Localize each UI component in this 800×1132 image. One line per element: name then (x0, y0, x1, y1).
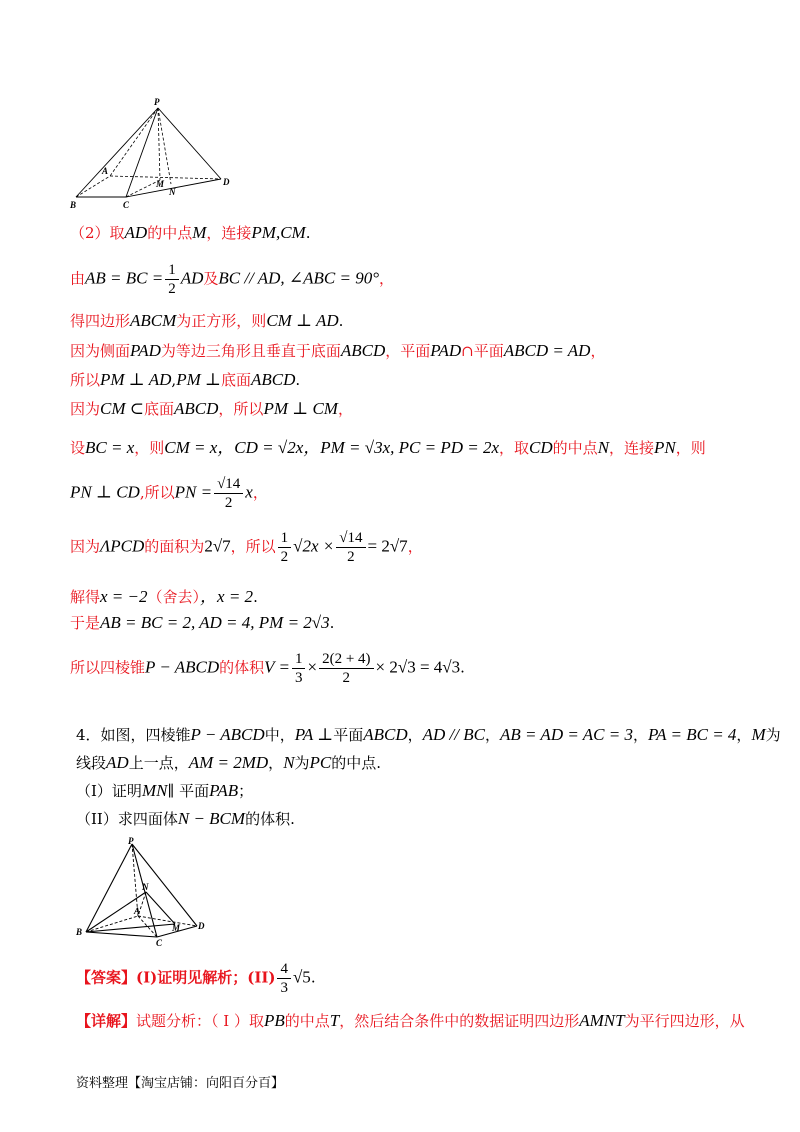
solution-line-12: 所以四棱锥P − ABCD的体积V = $\frac{1}{3}$ × $\frac{2(2 + 4)}{2}$ × 2√3 = 4√3. (70, 651, 465, 686)
solution-line-8: PN ⊥ CD,所以PN = $\frac{√14}{2}$ x， (70, 476, 268, 511)
label-N: N (169, 187, 176, 197)
fraction-half: $\frac{1}{2}$ (165, 261, 179, 298)
label-P: P (154, 97, 160, 107)
label-C: C (123, 200, 130, 210)
fraction-sqrt14-half: $\frac{√14}{2}$ (336, 529, 365, 566)
solution-line-10: 解得x = −2（舍去），x = 2. (70, 587, 258, 606)
fraction-one-third: $\frac{1}{3}$ (292, 650, 306, 687)
fraction-four-thirds: $\frac{4}{3}$ (277, 960, 291, 997)
problem4-question-2: （II）求四面体N − BCM的体积. (76, 809, 295, 828)
fraction-one-half: $\frac{1}{2}$ (278, 529, 292, 566)
problem4-line-1: 4．如图，四棱锥P − ABCD中，PA ⊥平面ABCD，AD // BC，AB = AD = AC = 3，PA = BC = 4，M为 (76, 725, 781, 744)
solution-line-7: 设BC = x，则CM = x，CD = √2x，PM = √3x, PC = PD = 2x，取CD的中点N，连接PN，则 (70, 438, 706, 457)
label-A: A (134, 906, 141, 916)
label-B: B (70, 200, 77, 210)
label-P: P (128, 836, 134, 846)
solution-line-2: 由AB = BC = $\frac{1}{2}$ AD及BC // AD, ∠ABC = 90°， (70, 262, 395, 297)
pyramid-figure-2 (74, 834, 214, 946)
label-D: D (198, 921, 205, 931)
solution-line-11: 于是AB = BC = 2, AD = 4, PM = 2√3. (70, 613, 335, 632)
solution-line-1: （2）取AD的中点M，连接PM,CM. (70, 223, 311, 242)
solution-line-5: 所以PM ⊥ AD,PM ⊥底面ABCD. (70, 370, 301, 389)
problem4-line-2: 线段AD上一点，AM = 2MD，N为PC的中点. (76, 753, 382, 772)
solution-line-9: 因为ΛPCD的面积为2√7，所以 $\frac{1}{2}$ √2x × $\frac{√14}{2}$ = 2√7， (70, 530, 423, 565)
label-M: M (172, 923, 181, 933)
fraction-area: $\frac{2(2 + 4)}{2}$ (319, 650, 373, 687)
footer-source: 资料整理【淘宝店铺：向阳百分百】 (76, 1076, 285, 1091)
label-N: N (142, 882, 149, 892)
solution-line-3: 得四边形ABCM为正方形，则CM ⊥ AD. (70, 311, 344, 330)
problem4-question-1: （I）证明MN∥ 平面PAB； (76, 781, 254, 800)
pyramid-figure-1 (68, 94, 238, 214)
fraction-sqrt14-over-2: $\frac{√14}{2}$ (214, 475, 243, 512)
label-B: B (76, 927, 83, 937)
label-C: C (156, 938, 163, 946)
label-D: D (223, 177, 230, 187)
solution-line-6: 因为CM ⊂底面ABCD，所以PM ⊥ CM， (70, 399, 353, 418)
label-A: A (102, 166, 109, 176)
answer-line: 【答案】(I)证明见解析；(II) $\frac{4}{3}$ √5. (76, 961, 316, 996)
detail-line: 【详解】试题分析：（ I ）取PB的中点T，然后结合条件中的数据证明四边形AMNT为平行四边形，从 (76, 1011, 745, 1030)
label-M: M (156, 179, 165, 189)
solution-line-4: 因为侧面PAD为等边三角形且垂直于底面ABCD，平面PAD∩平面ABCD = AD， (70, 341, 606, 360)
